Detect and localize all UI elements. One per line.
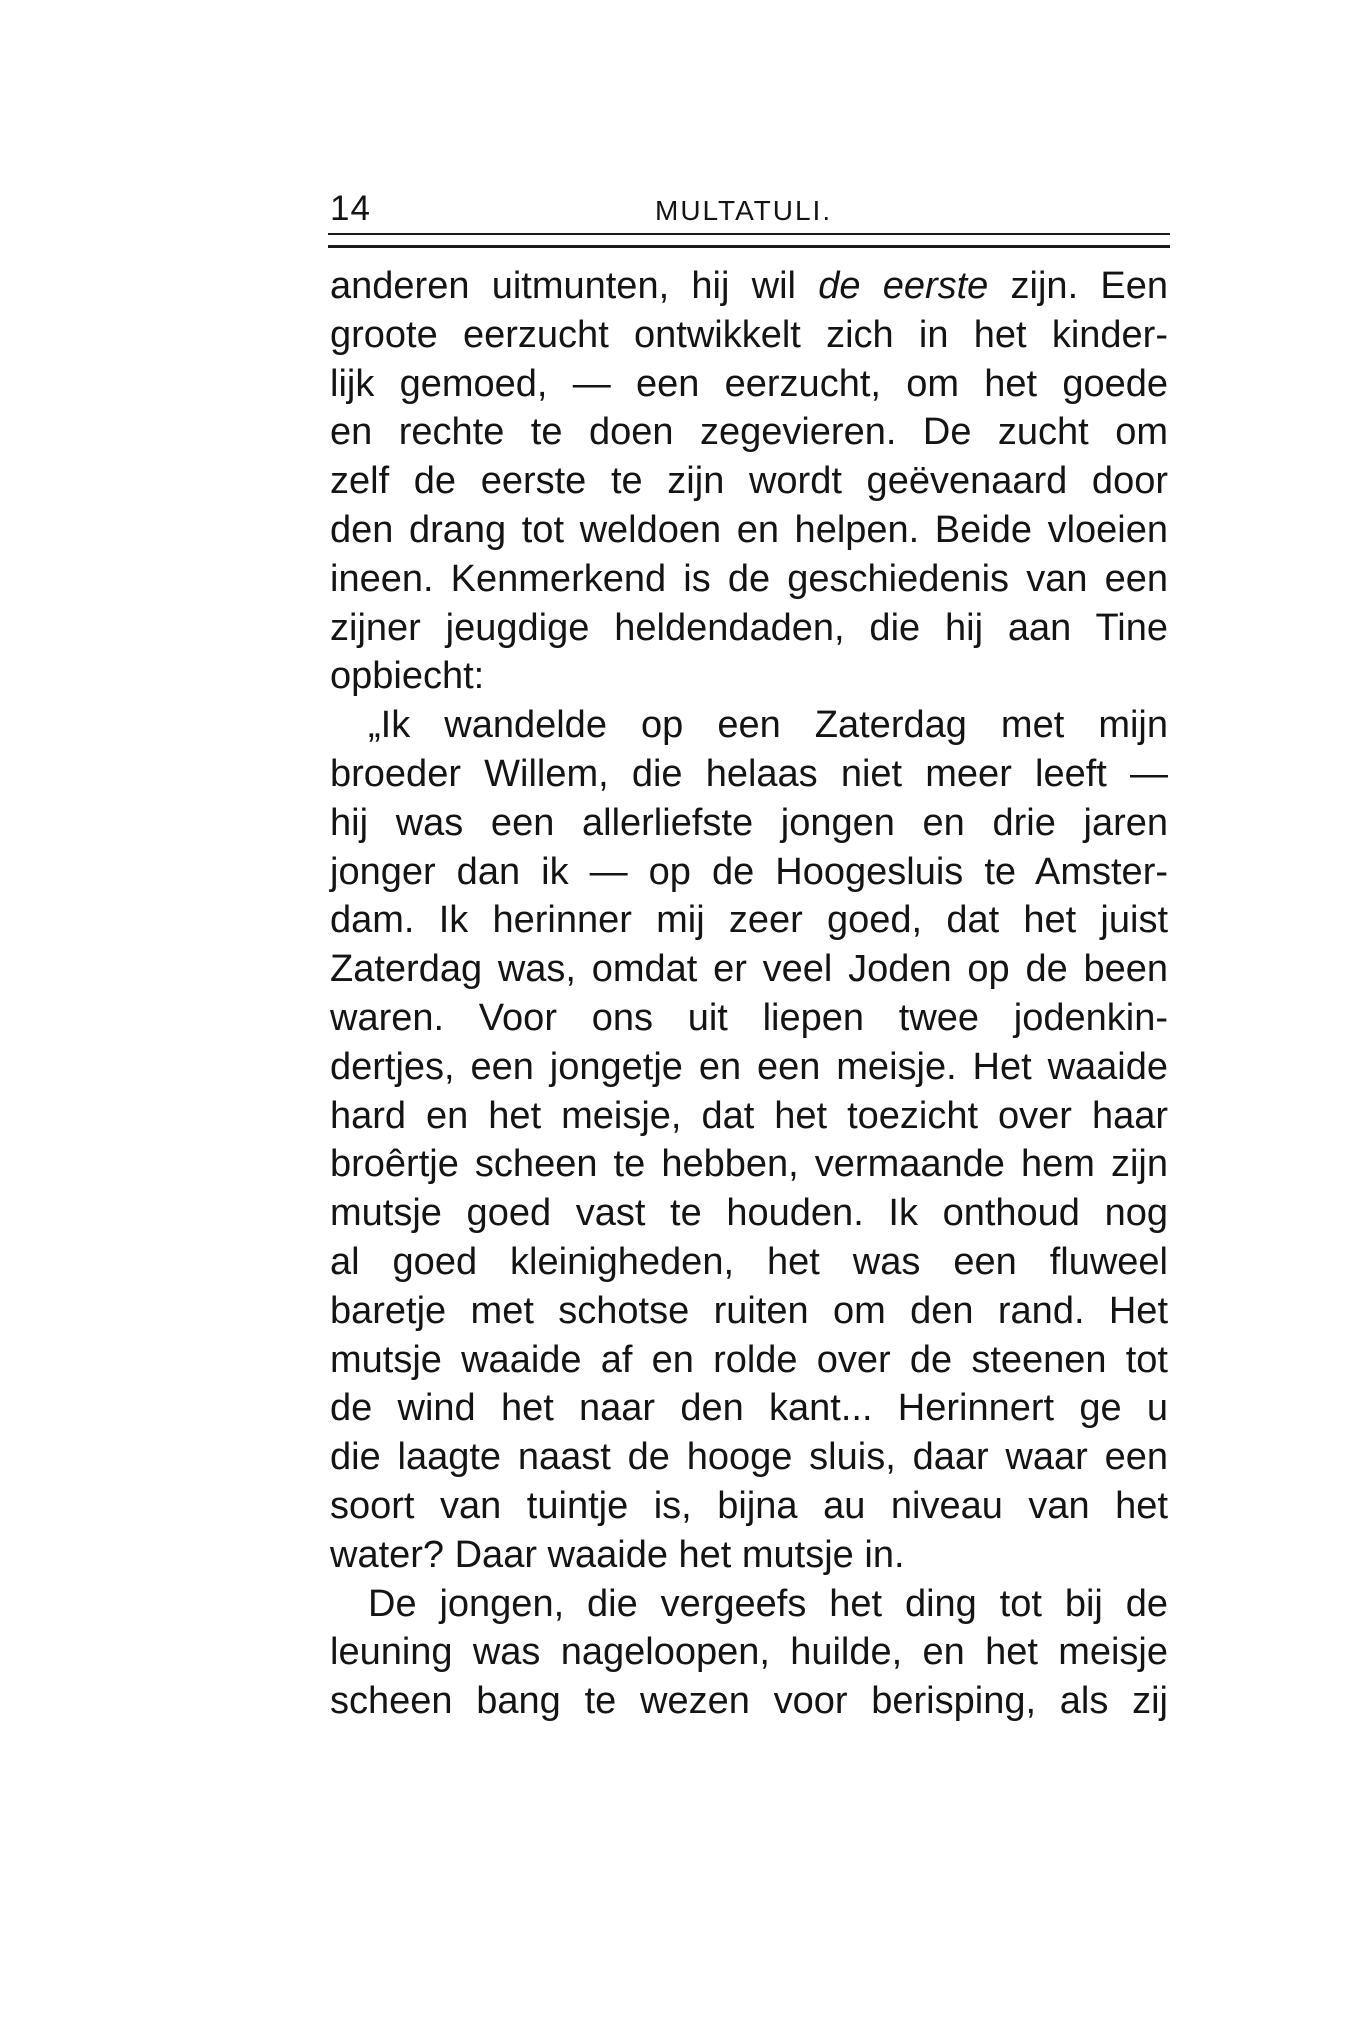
- text-line: anderen uitmunten, hij wil de eerste zijn. Een: [330, 265, 1168, 307]
- text-line: die laagte naast de hooge sluis, daar waar een: [330, 1436, 1168, 1479]
- text-line: ineen. Kenmerkend is de geschiedenis van een: [330, 557, 1168, 600]
- emphasis: de eerste: [818, 265, 989, 307]
- running-head: MULTATULI.: [655, 195, 833, 226]
- text-line: broêrtje scheen te hebben, vermaande hem zijn: [330, 1143, 1168, 1186]
- text-line: scheen bang te wezen voor berisping, als zij: [330, 1680, 1168, 1723]
- header-rule-thick: [328, 245, 1170, 248]
- text-line: dam. Ik herinner mij zeer goed, dat het juist: [330, 899, 1168, 942]
- text-line: opbiecht:: [330, 655, 485, 698]
- text-line: waren. Voor ons uit liepen twee jodenkin-: [330, 996, 1168, 1039]
- text-line: en rechte te doen zegevieren. De zucht om: [330, 411, 1168, 454]
- text-line: groote eerzucht ontwikkelt zich in het kinder-: [330, 313, 1168, 356]
- text-line: jonger dan ik — op de Hoogesluis te Amster-: [330, 850, 1168, 893]
- text-line: leuning was nageloopen, huilde, en het meisje: [330, 1631, 1168, 1674]
- text-line: al goed kleinigheden, het was een fluweel: [330, 1240, 1168, 1283]
- text-line: lijk gemoed, — een eerzucht, om het goede: [330, 362, 1168, 405]
- text-line: hard en het meisje, dat het toezicht over haar: [330, 1094, 1168, 1137]
- text-line: baretje met schotse ruiten om den rand. Het: [330, 1289, 1168, 1332]
- text-line: „Ik wandelde op een Zaterdag met mijn: [368, 704, 1168, 747]
- text-line: Zaterdag was, omdat er veel Joden op de been: [330, 948, 1168, 991]
- text-line: mutsje goed vast te houden. Ik onthoud nog: [330, 1192, 1168, 1235]
- text-line: de wind het naar den kant... Herinnert ge u: [330, 1387, 1168, 1430]
- text-line: zijner jeugdige heldendaden, die hij aan Tine: [330, 606, 1168, 649]
- text-line: water? Daar waaide het mutsje in.: [330, 1533, 905, 1576]
- text-line: mutsje waaide af en rolde over de steenen tot: [330, 1338, 1168, 1381]
- text-line: dertjes, een jongetje en een meisje. Het waaide: [330, 1045, 1168, 1088]
- page-header: [330, 186, 1170, 232]
- text-line: zelf de eerste te zijn wordt geëvenaard door: [330, 460, 1168, 503]
- text-line: De jongen, die vergeefs het ding tot bij de: [368, 1582, 1168, 1625]
- page-number: 14: [330, 189, 371, 228]
- text-line: den drang tot weldoen en helpen. Beide vloeien: [330, 508, 1168, 551]
- body-text: [330, 262, 1168, 1726]
- text-line: hij was een allerliefste jongen en drie jaren: [330, 801, 1168, 844]
- text-line: broeder Willem, die helaas niet meer leeft —: [330, 752, 1168, 795]
- header-rule-thin: [328, 233, 1170, 235]
- text-line: soort van tuintje is, bijna au niveau van het: [330, 1484, 1168, 1527]
